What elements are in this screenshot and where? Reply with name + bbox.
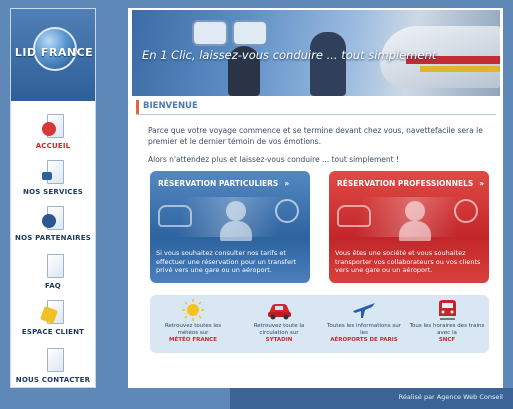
service-link[interactable]: SNCF [438, 337, 456, 343]
faq-icon [40, 253, 66, 279]
intro-paragraph: Alors n'attendez plus et laissez-vous conduire ... tout simplement ! [148, 155, 399, 164]
service-text: Retrouvez toute la circulation sur [253, 323, 305, 336]
client-space-icon [40, 299, 66, 325]
double-arrow-icon: » [284, 179, 290, 188]
section-title: BIENVENUE [143, 101, 198, 111]
nav-item-partenaires[interactable] [11, 205, 95, 242]
service-text: Toutes les informations sur les [327, 323, 401, 336]
window-shape [232, 20, 268, 46]
main-content [128, 8, 503, 388]
nav-label: ACCUEIL [35, 142, 71, 150]
sun-icon [180, 299, 206, 321]
car-icon [337, 205, 371, 227]
contact-icon [40, 347, 66, 373]
card-title[interactable]: RÉSERVATION PROFESSIONNELS » [337, 179, 485, 188]
service-airports[interactable] [325, 299, 403, 344]
logo-text: LID FRANCE [14, 46, 94, 59]
hero-banner [132, 10, 500, 96]
service-text: Tous les horaires des trains avec la [409, 323, 485, 336]
nav-item-faq[interactable] [11, 253, 95, 290]
partners-icon [40, 205, 66, 231]
nav-label: NOS SERVICES [23, 188, 83, 196]
services-icon [40, 159, 66, 185]
service-link[interactable]: SYTADIN [265, 337, 293, 343]
clock-icon [454, 199, 478, 223]
service-traffic[interactable] [240, 299, 318, 344]
nav-item-services[interactable] [11, 159, 95, 196]
intro-text [148, 125, 493, 172]
booking-card-professionals[interactable] [329, 171, 489, 283]
nav-item-espace-client[interactable] [11, 299, 95, 336]
footer-credit[interactable]: Réalisé par Agence Web Conseil [398, 393, 503, 401]
clock-icon [275, 199, 299, 223]
service-weather[interactable] [154, 299, 232, 344]
train-icon [434, 299, 460, 321]
sidebar [10, 8, 96, 388]
nav-label: FAQ [45, 282, 61, 290]
footer [230, 388, 513, 409]
service-link[interactable]: MÉTÉO FRANCE [169, 337, 217, 343]
service-trains[interactable] [408, 299, 486, 344]
intro-paragraph: Parce que votre voyage commence et se termine devant chez vous, navettefacile sera le premier et le dernier témoin de vos émotions. [148, 126, 483, 146]
booking-card-individuals[interactable] [150, 171, 310, 283]
service-link[interactable]: AÉROPORTS DE PARIS [330, 337, 398, 343]
banner-tagline: En 1 Clic, laissez-vous conduire ... tout simplement [142, 48, 437, 62]
card-description: Si vous souhaitez consulter nos tarifs et effectuer une réservation pour un transfert privé vers une gare ou un aéroport. [156, 249, 297, 274]
nav-label: ESPACE CLIENT [21, 328, 85, 336]
card-title[interactable]: RÉSERVATION PARTICULIERS » [158, 179, 290, 188]
car-icon [266, 299, 292, 321]
window-shape [192, 20, 228, 46]
logo[interactable] [11, 9, 95, 101]
nav-label: NOS PARTENAIRES [15, 234, 91, 242]
home-icon [40, 113, 66, 139]
person-icon [226, 201, 246, 221]
nav-label: NOUS CONTACTER [15, 376, 91, 384]
person-icon [405, 201, 425, 221]
services-strip [150, 295, 489, 353]
traveler-figure [310, 32, 346, 96]
section-header [136, 100, 496, 115]
plane-icon [351, 299, 377, 321]
nav-item-accueil[interactable] [11, 113, 95, 150]
double-arrow-icon: » [479, 179, 485, 188]
car-icon [158, 205, 192, 227]
service-text: Retrouvez toutes les météos sur [164, 323, 222, 336]
nav-item-contact[interactable] [11, 347, 95, 384]
card-description: Vous êtes une société et vous souhaitez transporter vos collaborateurs ou vos clients vers une gare ou un aéroport. [335, 249, 481, 274]
